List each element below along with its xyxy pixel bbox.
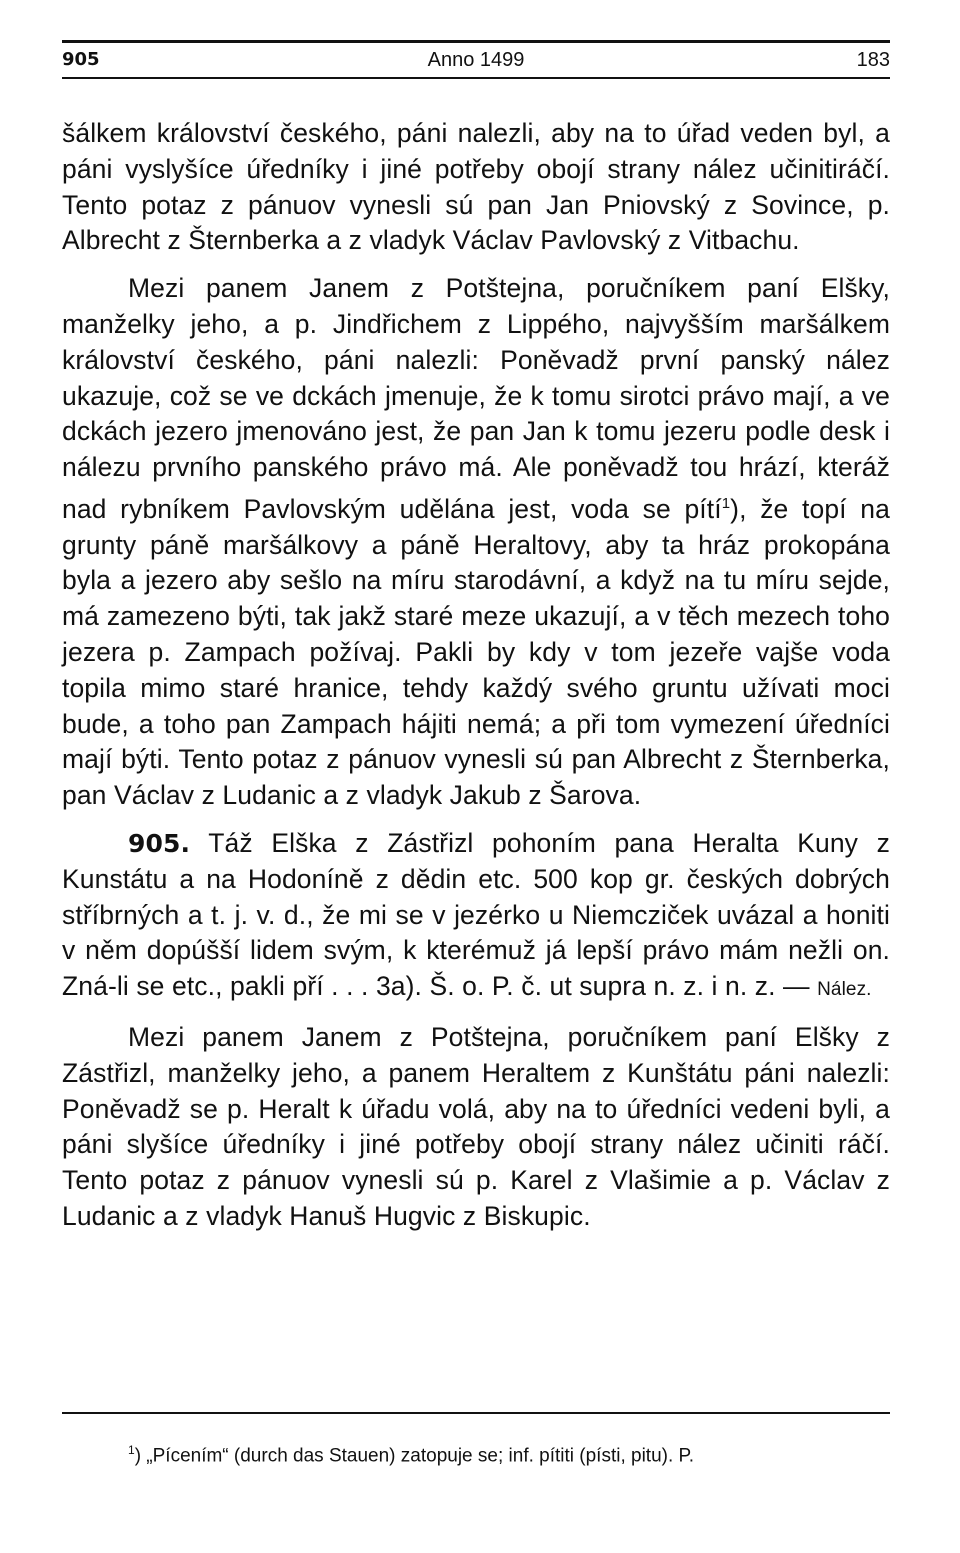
footnote: [128, 1436, 890, 1470]
paragraph-4: Mezi panem Janem z Potštejna, poručníkem paní Elšky z Zástřizl, manželky jeho, a panem Heraltem z Kunštátu páni nalezli: Poněvadž se p. Heralt k úřadu volá, aby na to úředníci vedeni byli, a páni slyšíce úředníky i jiné potřeby obojí strany nález učiniti ráčí. Tento potaz z pánuov vynesli sú p. Karel z Vlašimie a p. Václav z Ludanic a z vladyk Hanuš Hugvic z Biskupic.: [62, 1021, 890, 1231]
page-number: 183: [856, 49, 890, 71]
footnote-text: ) „Pícením“ (durch das Stauen) zatopuje se; inf. pítiti (písti, pitu). P.: [134, 1445, 695, 1467]
paragraph-1: šálkem království českého, páni nalezli, aby na to úřad veden byl, a páni vyslyšíce úředníky i jiné potřeby obojí strany nález učinitiráčí. Tento potaz z pánuov vynesli sú pan Jan Pniovský z Sovince, p. Albrecht z Šternberka a z vladyk Václav Pavlovský z Vitbachu.: [62, 118, 890, 256]
paragraph-2-text-b: ), že topí na grunty páně maršálkovy a páně Heraltovy, aby ta hráz prokopána byla a jezero aby sešlo na míru starodávní, a když na tu míru sejde, má zamezeno býti, tak jakž staré meze ukazují, a v těch mezech toho jezera p. Zampach požívaj. Pakli by kdy v tom jezeře vajše voda topila mimo staré hranice, tehdy každý svého gruntu užívati moci bude, a toho pan Zampach hájiti nemá; a při tom vymezení úředníci mají býti. Tento potaz z pánuov vynesli sú pan Albrecht z Šternberka, pan Václav z Ludanic a z vladyk Jakub z Šarova.: [62, 493, 890, 811]
running-header: [62, 46, 890, 74]
paragraph-2: [62, 271, 890, 814]
verdict-label: Nález.: [817, 979, 872, 1001]
footnote-mark: 1: [128, 1443, 135, 1457]
header-entry-number: 905: [62, 49, 100, 70]
header-bottom-rule: [62, 77, 890, 79]
paragraph-2-text-a: Mezi panem Janem z Potštejna, poručníkem paní Elšky, manželky jeho, a p. Jindřichem z Lippého, najvyšším maršálkem království českého, páni nalezli: Poněvadž první panský nález ukazuje, což se ve dckách jmenuje, že k tomu sirotci právo mají, a ve dckách jezero jmenováno jest, že pan Jan k tomu jezeru podle desk i nálezu prvního panského právo má. Ale poněvadž tou hrází, kteráž nad rybníkem Pavlovským udělána jest, voda se pítí: [62, 273, 890, 524]
header-title: Anno 1499: [427, 49, 525, 71]
footnote-rule: [62, 1412, 890, 1414]
header-top-rule: [62, 40, 890, 43]
main-text: [62, 116, 890, 1235]
entry-905: [62, 826, 890, 1008]
entry-905-text: Táž Elška z Zástřizl pohoním pana Heralta Kuny z Kunstátu a na Hodoníně z dědin etc. 500 kop gr. českých dobrých stříbrných a t. j. v. d., že mi se v jezérko u Niemcziček uvázal a honiti v něm dopúšší lidem svým, k kterémuž já lepší právo mám nežli on. Zná-li se etc., pakli pří . . . 3a). Š. o. P. č. ut supra n. z. i n. z. —: [62, 827, 890, 1002]
entry-number: 905.: [128, 828, 191, 858]
footnote-reference: 1: [721, 494, 731, 512]
